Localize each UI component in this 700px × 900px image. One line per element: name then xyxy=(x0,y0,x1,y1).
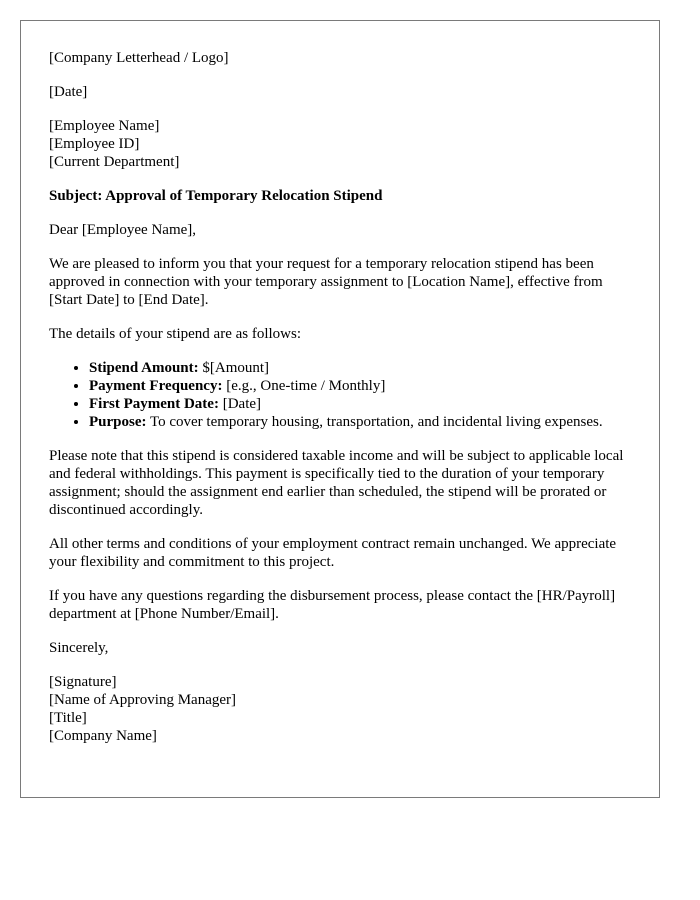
details-intro: The details of your stipend are as follows: xyxy=(49,326,302,342)
stipend-details-list xyxy=(49,359,631,431)
detail-value: [e.g., One-time / Monthly] xyxy=(222,378,386,394)
letter-page xyxy=(20,20,660,798)
letterhead: [Company Letterhead / Logo] xyxy=(49,50,229,66)
list-item xyxy=(89,395,631,413)
list-item xyxy=(89,359,631,377)
intro-paragraph: We are pleased to inform you that your request for a temporary relocation stipend has been approved in connection with your temporary assignment to [Location Name], effective from [Start Date] to [End Date]. xyxy=(49,256,603,308)
letter-subject: Subject: Approval of Temporary Relocation Stipend xyxy=(49,188,383,204)
manager-title: [Title] xyxy=(49,710,87,726)
contact-paragraph: If you have any questions regarding the disbursement process, please contact the [HR/Payroll] department at [Phone Number/Email]. xyxy=(49,588,616,622)
detail-label: Purpose: xyxy=(89,414,147,430)
detail-value: $[Amount] xyxy=(198,360,270,376)
detail-value: To cover temporary housing, transportation, and incidental living expenses. xyxy=(146,414,603,430)
letter-date: [Date] xyxy=(49,84,88,100)
tax-paragraph: Please note that this stipend is considered taxable income and will be subject to applicable local and federal withholdings. This payment is specifically tied to the duration of your temporary assignment; should the assignment end earlier than scheduled, the stipend will be prorated or discontinued accordingly. xyxy=(49,448,624,518)
recipient-department: [Current Department] xyxy=(49,154,180,170)
signature-block xyxy=(49,673,631,745)
terms-paragraph: All other terms and conditions of your employment contract remain unchanged. We appreciate your flexibility and commitment to this project. xyxy=(49,536,617,570)
detail-label: First Payment Date: xyxy=(89,396,219,412)
salutation: Dear [Employee Name], xyxy=(49,222,197,238)
list-item xyxy=(89,377,631,395)
detail-value: [Date] xyxy=(218,396,262,412)
recipient-id: [Employee ID] xyxy=(49,136,140,152)
company-name: [Company Name] xyxy=(49,728,157,744)
detail-label: Stipend Amount: xyxy=(89,360,199,376)
recipient-block xyxy=(49,117,631,171)
signature-line: [Signature] xyxy=(49,674,117,690)
recipient-name: [Employee Name] xyxy=(49,118,160,134)
list-item xyxy=(89,413,631,431)
detail-label: Payment Frequency: xyxy=(89,378,223,394)
closing: Sincerely, xyxy=(49,640,109,656)
manager-name: [Name of Approving Manager] xyxy=(49,692,237,708)
